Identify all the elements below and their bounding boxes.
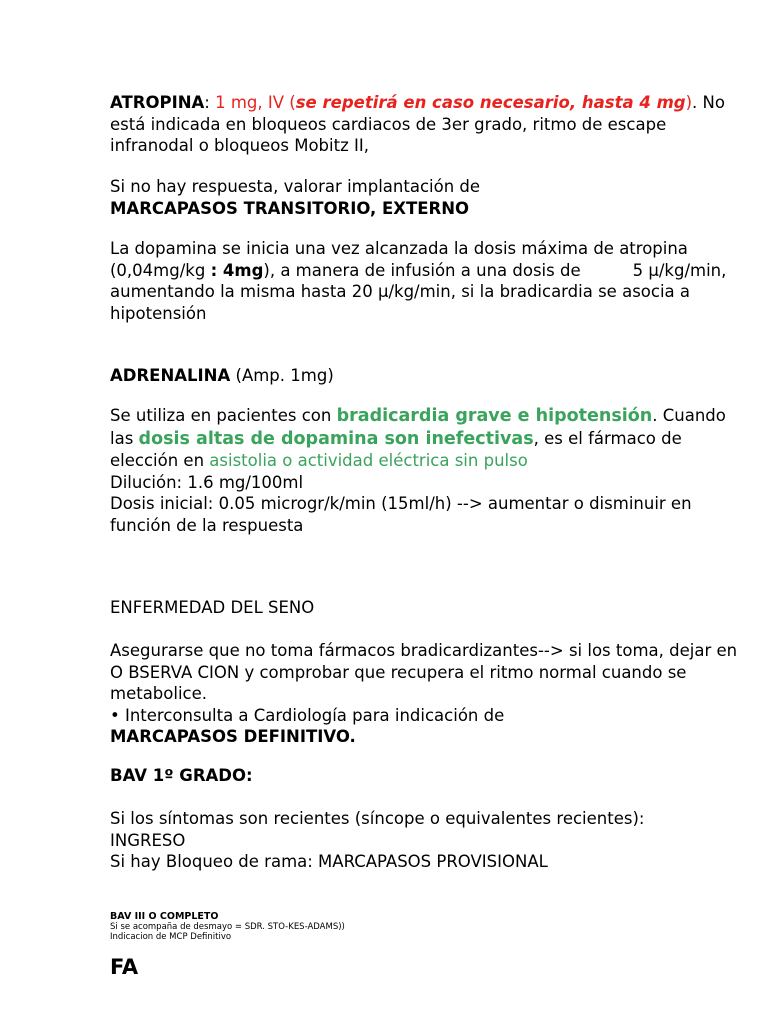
fa-section xyxy=(110,955,750,979)
fa-heading: FA xyxy=(110,955,139,979)
bav3-section xyxy=(110,911,750,942)
dopamina-t2: : 4mg xyxy=(210,260,264,280)
marcapasos-line1: Si no hay respuesta, valorar implantación de xyxy=(110,177,481,196)
adrenalina-heading xyxy=(110,365,750,387)
marcapasos-line2: MARCAPASOS TRANSITORIO, EXTERNO xyxy=(110,198,470,218)
atropina-name: ATROPINA xyxy=(110,93,205,112)
atropina-dose: 1 mg, IV ( xyxy=(215,93,296,112)
bav3-l1: Si se acompaña de desmayo = SDR. STO-KES-ADAMS)) xyxy=(110,922,345,932)
atropina-close: ) xyxy=(685,93,693,112)
dopamina-paragraph xyxy=(110,238,750,324)
bav1-l3: Si hay Bloqueo de rama: MARCAPASOS PROVISIONAL xyxy=(110,852,548,871)
adrenalina-uso-section xyxy=(110,405,750,536)
adrenalina-t2: . Cuando las xyxy=(110,406,726,448)
dopamina-section xyxy=(110,238,750,324)
atropina-sep: : xyxy=(204,93,216,112)
enfermedad-seno-title: ENFERMEDAD DEL SENO xyxy=(110,598,315,617)
adrenalina-amp: (Amp. 1mg) xyxy=(230,366,334,385)
adrenalina-t1: Se utiliza en pacientes con xyxy=(110,406,337,425)
atropina-paragraph xyxy=(110,92,750,157)
bav1-section xyxy=(110,765,750,873)
enfermedad-seno-bullet: • Interconsulta a Cardiología para indicación de xyxy=(110,705,505,725)
enfermedad-seno-bold: MARCAPASOS DEFINITIVO. xyxy=(110,727,356,746)
bav1-l2: INGRESO xyxy=(110,830,186,850)
bav3-l2: Indicacion de MCP Definitivo xyxy=(110,932,232,942)
adrenalina-g1: bradicardia grave e hipotensión xyxy=(336,406,653,426)
adrenalina-g3: asistolia o actividad eléctrica sin pulso xyxy=(209,451,528,470)
bav3-title: BAV III O COMPLETO xyxy=(110,911,219,922)
adrenalina-uso-paragraph xyxy=(110,405,750,472)
atropina-emph: se repetirá en caso necesario, hasta 4 mg xyxy=(295,93,686,112)
bav1-title: BAV 1º GRADO: xyxy=(110,766,253,785)
adrenalina-name: ADRENALINA xyxy=(110,366,231,385)
dopamina-t1: La dopamina se inicia una vez alcanzada la dosis máxima de atropina (0,04mg/kg xyxy=(110,239,688,280)
atropina-rest: . No está indicada en bloqueos cardiacos de 3er grado, ritmo de escape infranodal o bloqueos Mobitz II, xyxy=(110,93,725,155)
adrenalina-g2: dosis altas de dopamina son inefectivas xyxy=(138,428,534,449)
bav1-l1: Si los síntomas son recientes (síncope o equivalentes recientes): xyxy=(110,809,645,828)
marcapasos-transitorio-section xyxy=(110,176,750,219)
atropina-section xyxy=(110,92,750,157)
adrenalina-t3: , es el fármaco de elección en xyxy=(110,428,682,470)
enfermedad-seno-section xyxy=(110,597,750,748)
adrenalina-dosis: Dosis inicial: 0.05 microgr/k/min (15ml/h) --> aumentar o disminuir en función de la respuesta xyxy=(110,494,692,535)
dopamina-t4: 5 µ/kg/min, aumentando la misma hasta 20 µ/kg/min, si la bradicardia se asocia a hipotensión xyxy=(110,260,727,323)
adrenalina-dilucion: Dilución: 1.6 mg/100ml xyxy=(110,472,304,492)
dopamina-t3: ), a manera de infusión a una dosis de xyxy=(263,260,581,280)
enfermedad-seno-p1: Asegurarse que no toma fármacos bradicardizantes--> si los toma, dejar en O BSERVA CION y comprobar que recupera el ritmo normal cuando se metabolice. xyxy=(110,641,738,703)
